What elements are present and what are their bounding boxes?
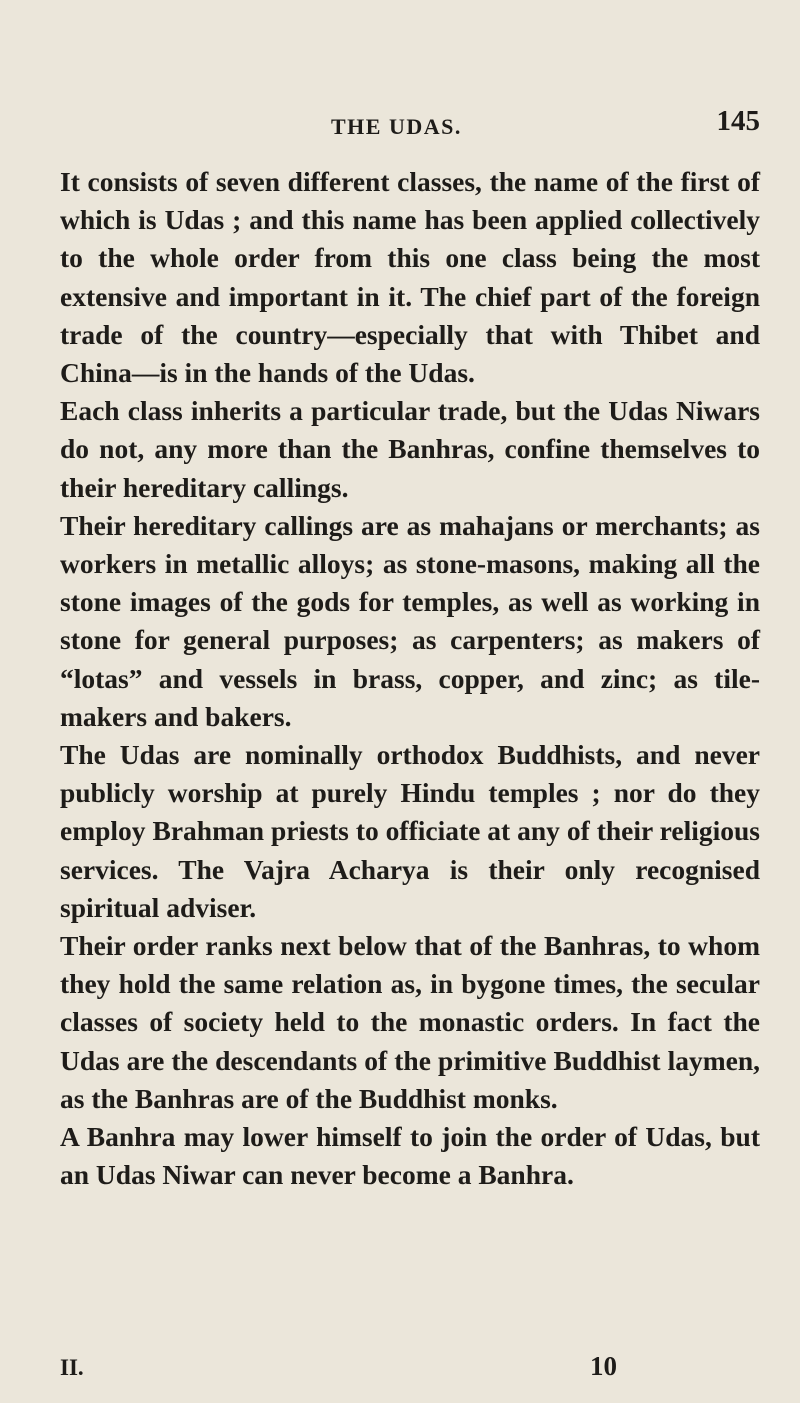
paragraph: Their hereditary callings are as mahajans or merchants; as workers in metallic alloys; as stone-masons, making all the stone images of the gods for temples, as well as working in stone for general purposes; as carpenters; as makers of “lotas” and vessels in brass, copper, and zinc; as tile-makers and bakers.	[60, 509, 760, 732]
body-text	[60, 163, 760, 1194]
page-number: 145	[716, 105, 760, 137]
sheet-number: 10	[590, 1351, 617, 1381]
paragraph: It consists of seven different classes, the name of the first of which is Udas ; and this name has been applied collectively to the whole order from this one class being the most extensive and important in it. The chief part of the foreign trade of the country—especially that with Thibet and China—is in the hands of the Udas.	[60, 166, 760, 389]
paragraph: A Banhra may lower himself to join the order of Udas, but an Udas Niwar can never become a Banhra.	[60, 1121, 760, 1191]
signature-mark: II.	[60, 1355, 84, 1380]
paragraph: Their order ranks next below that of the Banhras, to whom they hold the same relation as, in bygone times, the secular classes of society held to the monastic orders. In fact the Udas are the descendants of the primitive Buddhist laymen, as the Banhras are of the Buddhist monks.	[60, 930, 760, 1114]
running-head	[60, 105, 760, 148]
page-footer	[60, 1351, 760, 1385]
paragraph: The Udas are nominally orthodox Buddhists, and never publicly worship at purely Hindu temples ; nor do they employ Brahman priests to officiate at any of their religious services. The Vajra Acharya is their only recognised spiritual adviser.	[60, 739, 760, 923]
paragraph: Each class inherits a particular trade, but the Udas Niwars do not, any more than the Banhras, confine themselves to their hereditary callings.	[60, 395, 760, 503]
running-title: THE UDAS.	[331, 114, 462, 139]
